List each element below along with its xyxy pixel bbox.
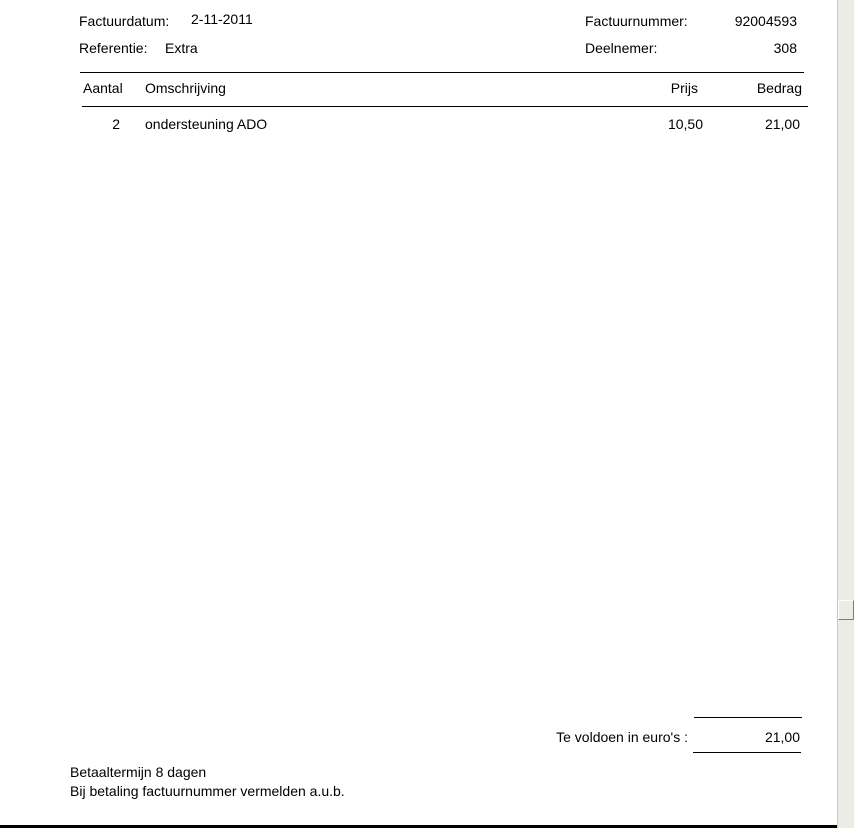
column-header-quantity: Aantal xyxy=(83,80,123,96)
total-top-rule xyxy=(694,717,802,718)
row-price: 10,50 xyxy=(667,116,703,132)
total-value: 21,00 xyxy=(764,729,800,745)
scrollbar-thumb[interactable] xyxy=(838,600,854,620)
payment-term-text: Betaaltermijn 8 dagen xyxy=(70,764,207,780)
reference-label: Referentie: xyxy=(79,40,148,56)
payment-instruction-text: Bij betaling factuurnummer vermelden a.u.b. xyxy=(70,783,345,799)
reference-value: Extra xyxy=(165,40,198,56)
invoice-number-label: Factuurnummer: xyxy=(585,13,688,29)
vertical-scrollbar[interactable] xyxy=(837,0,854,828)
participant-value: 308 xyxy=(773,40,797,56)
row-amount: 21,00 xyxy=(764,116,800,132)
row-quantity: 2 xyxy=(112,116,120,132)
invoice-date-value: 2-11-2011 xyxy=(191,11,253,27)
row-description: ondersteuning ADO xyxy=(145,116,268,132)
table-header-rule xyxy=(82,106,808,107)
total-bottom-rule xyxy=(693,752,801,753)
column-header-amount: Bedrag xyxy=(756,80,802,96)
column-header-description: Omschrijving xyxy=(145,80,226,96)
participant-label: Deelnemer: xyxy=(585,40,658,56)
invoice-number-value: 92004593 xyxy=(734,13,797,29)
invoice-date-label: Factuurdatum: xyxy=(79,13,170,29)
column-header-price: Prijs xyxy=(670,80,698,96)
table-top-rule xyxy=(80,72,804,73)
total-label: Te voldoen in euro's : xyxy=(556,729,688,745)
